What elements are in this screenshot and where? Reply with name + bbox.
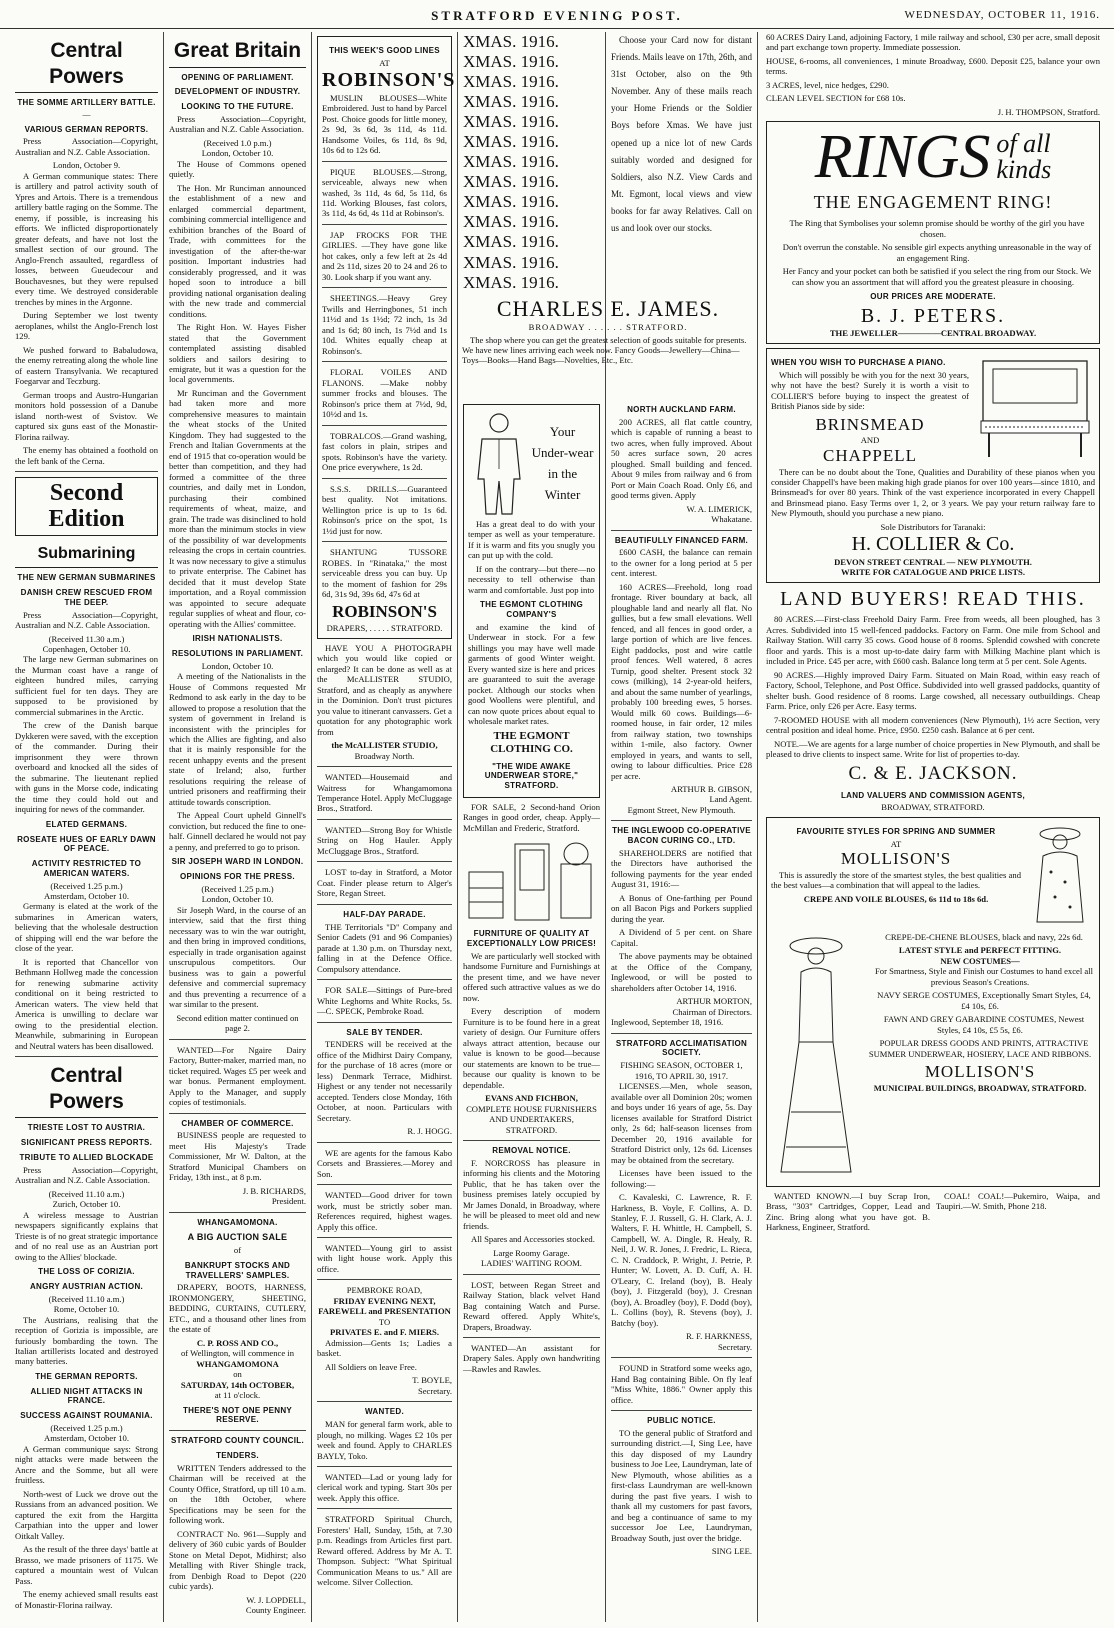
man-in-underwear-illustration: [468, 409, 530, 519]
property-listing: 80 ACRES.—First-class Freehold Dairy Farm. Free from weeds, all been ploughed, has 3 Acres. Subdivided into 15 well-fenced paddocks. Factory on Farm. One mile from School and Railway Station. Will carry 35 cows. Good house of 8 rooms. Splendid cowshed with concrete floor and yards. This is a most up-to-date dairy farm with Milking Machine plant which is included in Price. £45 per acre, with £600 cash. Balance long term at 5 per cent. Sole Agents.: [766, 614, 1100, 667]
article-paragraph: The Right Hon. W. Hayes Fisher stated that the Government contemplated assisting disabled soldiers and sailors desiring to emigrate, but it was a question for the local governments.: [169, 322, 306, 385]
store-description: COMPLETE HOUSE FURNISHERS AND UNDERTAKERS,: [466, 1103, 597, 1125]
signatory: W. J. LOPDELL,: [246, 1594, 306, 1605]
signatory: R. J. HOGG.: [407, 1126, 452, 1137]
ad-item: NEW COSTUMES—: [940, 955, 1020, 966]
headline: THE INGLEWOOD CO-OPERATIVE BACON CURING CO., LTD.: [612, 826, 751, 846]
signatory: J. B. RICHARDS,: [242, 1185, 306, 1196]
store-slogan: "THE WIDE AWAKE UNDERWEAR STORE," STRATFORD.: [484, 761, 579, 791]
notice-paragraph: Licenses have been issued to the following:—: [611, 1168, 752, 1189]
ad-item: SHANTUNG TUSSORE ROBES. In "Rinataka," the most serviceable dress you can buy. Up to the moment of fashion for 29s 6d, 31s 9d, 39s 6d, 47s 6d at: [322, 547, 447, 599]
headline: CHAMBER OF COMMERCE.: [181, 1118, 294, 1128]
property-listing: 7-ROOMED HOUSE with all modern conveniences (New Plymouth), 1½ acre Section, very central position and ideal home. Price, £950. £250 cash. Balance at 6 per cent.: [766, 714, 1100, 736]
signatory: ARTHUR B. GIBSON,: [670, 784, 752, 794]
headline: BEAUTIFULLY FINANCED FARM.: [614, 535, 749, 545]
event-admission: Admission—Gents 1s; Ladies a basket.: [317, 1337, 452, 1359]
store-name: MOLLISON'S: [840, 849, 952, 869]
robinsons-ad: [317, 36, 456, 639]
received-time: (Received 11.10 a.m.): [48, 1188, 125, 1199]
received-time: (Received 11.30 a.m.): [48, 633, 125, 644]
second-edition-banner: Second Edition: [15, 477, 158, 536]
xmas-line: XMAS. 1916.: [463, 172, 559, 192]
notice-line: of Wellington, will commence in: [181, 1348, 294, 1359]
headline: SUCCESS AGAINST ROUMANIA.: [20, 1411, 153, 1421]
classified-ad: WANTED KNOWN.—I buy Scrap Iron, Brass, "303" Cartridges, Copper, Lead and Zinc. Bring along what you have got. B. Harkness, Engineer, Stratford.: [766, 1190, 930, 1233]
notice-paragraph: A Bonus of One-farthing per Pound on all Bacon Pigs and Porkers supplied during the year.: [611, 892, 752, 924]
classified-ad: WANTED—Young girl to assist with light house work. Apply this office.: [317, 1243, 452, 1274]
signatory-title: Secretary.: [717, 1341, 752, 1352]
connector-text: on: [233, 1369, 242, 1380]
ad-paragraph: Has a great deal to do with your temper as well as your temperature. If it is warm and fits you snugly you can put up with the cold.: [468, 519, 595, 561]
connector-text: AT: [379, 57, 390, 68]
column-central-powers: Central Powers THE SOMME ARTILLERY BATTLE. — VARIOUS GERMAN REPORTS. Press Association—Copyright, Australian and N.Z. Cable Association. London, October 9. A German communique states: There is artillery and patrol activity south of Ypres and Artois. There is a tremendous artillery battle raging on the Somme. The enemy, if possible, is increasing his efforts. We inflicted disproportionately greater defeats, and have not lost the smallest section of our ground. The Anglo-French assaulted, regardless of losses, between Gueudecour and Bouchavesnes, but they were repulsed every time. We destroyed considerable trenches by mines in the Argonne. During September we lost twenty aeroplanes, whilst the Anglo-French lost 129. We pushed forward to Babaludowa, the enemy retreating along the whole line of eastern Transylvania. We recaptured Foegarvar and Teczburg. German troops and Austro-Hungarian monitors hold possession of a Danube island north-west of Svistov. We captured six guns east of the Monastir-Florina railway. The enemy has obtained a foothold on the left bank of the Cerna. Second Edition Submarining THE NEW GERMAN SUBMARINES DANISH CREW RESCUED FROM THE DEEP. Press Association—Copyright, Australian and N.Z. Cable Association. (Received 11.30 a.m.) Copenhagen, October 10. The large new German submarines on the Murman coast have a range of eighteen hundred miles, carrying sufficient fuel for ten days. They are supposed to be provisioned by commercial submarines in the Arctic. The crew of the Danish barque Dykkeren were saved, with the exception of the commander. During their imprisonment they were thrown overboard and knocked all the sides of the submarine. The lieutenant replied with guns in the Morse code, indicating the time they could hold out and inquiring for news of the commander. ELATED GERMANS. ROSEATE HUES OF EARLY DAWN OF PEACE. ACTIVITY RESTRICTED TO AMERICAN WATERS. (Received 1.25 p.m.) Amsterdam, October 10. Germany is elated at the work of the submarines in American waters, believing that the wholesale destruction of shipping will end the war before the close of the year. It is reported that Chancellor von Bethmann Hollweg made the concession for renewing submarine activity conditional on it being restricted to American waters. The view held that America is unwilling to declare war owing to the presidential election. Meanwhile, submarining in European and Neutral waters has been disallowed. Central Powers TRIESTE LOST TO AUSTRIA. SIGNIFICANT PRESS REPORTS. TRIBUTE TO ALLIED BLOCKADE Press Association—Copyright, Australian and N.Z. Cable Association. (Received 11.10 a.m.) Zurich, October 10. A wireless message to Austrian newspapers significantly explains that Trieste is of no great strategic importance and of no real use as an Austrian port owing to the Allies' blockade. THE LOSS OF CORIZIA. ANGRY AUSTRIAN ACTION. (Received 11.10 a.m.) Rome, October 10. The Austrians, realising that the reception of Gorizia is impossible, are furiously bombarding the town. The Italian artillerists located and destroyed many batteries. THE GERMAN REPORTS. ALLIED NIGHT ATTACKS IN FRANCE. SUCCESS AGAINST ROUMANIA. (Received 1.25 p.m.) Amsterdam, October 10. A German communique says: Strong night attacks were made between the Ancre and the Somme, but all were fruitless. North-west of Luck we drove out the Russians from an advanced position. We captured the exit from the Hargitta Carpathian into the upper and lower Oitkalt Valley. As the result of the three days' battle at Brasso, we made prisoners of 1175. We captured a mountain west of Vulcan Pass. The enemy achieved small results east of Monastir-Florina railway.: [15, 39, 158, 1610]
headline: THE SOMME ARTILLERY BATTLE.: [17, 98, 156, 108]
headline: THE NEW GERMAN SUBMARINES: [17, 573, 156, 583]
xmas-line: XMAS. 1916.: [463, 272, 559, 292]
headline: PUBLIC NOTICE.: [647, 1416, 716, 1426]
store-name: ROBINSON'S: [322, 69, 456, 92]
connector-text: AT: [890, 838, 902, 849]
xmas-line: XMAS. 1916.: [463, 252, 559, 272]
ad-paragraph: £600 CASH, the balance can remain to the owner for a long period at 5 per cent. interest.: [611, 547, 752, 579]
headline: ROSEATE HUES OF EARLY DAWN OF PEACE.: [17, 834, 156, 854]
headline: SIGNIFICANT PRESS REPORTS.: [20, 1138, 153, 1148]
xmas-line: XMAS. 1916.: [463, 32, 559, 51]
connector-text: AND: [860, 435, 880, 446]
xmas-line: XMAS. 1916.: [463, 232, 559, 252]
ad-item: PIQUE BLOUSES.—Strong, serviceable, always new when washed, 3s 11d, 4s 6d, 5s 11d, 6s 11d. Working Blouses, fast colors, 3s 11d, 4s 6d, 4s 11d at Robinson's.: [322, 166, 447, 219]
continued-note: Second edition matter continued on page 2.: [176, 1012, 299, 1034]
store-address: BROADWAY . . . . . . STRATFORD.: [528, 322, 688, 332]
ad-headline: THE ENGAGEMENT RING!: [813, 192, 1053, 213]
column-clothing-furniture: [458, 400, 605, 1622]
agency-name: C. & E. JACKSON.: [848, 763, 1018, 785]
dateline: Rome, October 10.: [53, 1304, 120, 1315]
notice-paragraph: BUSINESS people are requested to meet His Majesty's Trade Commissioner, Mr W. Dalton, at the Stratford Municipal Chambers on Friday, 13th inst., at 8 p.m.: [169, 1130, 306, 1183]
article-paragraph: The House of Commons opened quietly.: [169, 158, 306, 180]
classified-ad: WANTED—Housemaid and Waitress for Whangamomona Temperance Hotel. Apply McCluggage Bros., Stratford.: [317, 772, 452, 814]
store-address: MUNICIPAL BUILDINGS, BROADWAY, STRATFORD.: [873, 1082, 1087, 1093]
venue: PEMBROKE ROAD,: [346, 1285, 423, 1296]
ad-paragraph: Don't overrun the constable. No sensible girl expects anything unreasonable in the way of an engagement Ring.: [782, 242, 1092, 263]
signatory: W. A. LIMERICK,: [686, 503, 752, 514]
agency-address: BROADWAY, STRATFORD.: [881, 802, 985, 813]
ad-item: FLORAL VOILES AND FLANONS. —Make nobby summer frocks and blouses. The Robinson's price them at 7½d, 9d, 10½d and 1s.: [322, 367, 447, 420]
notice-paragraph: F. NORCROSS has pleasure in informing his clients and the Motoring Public, that he has taken over the business premises lately occupied by Mr James Donald, in Broadway, where he will be pleased to meet old and new friends.: [463, 1157, 600, 1231]
article-paragraph: It is reported that Chancellor von Bethmann Hollweg made the concession for renewing submarine activity conditional on it being restricted to American waters. The view held that America is unwilling to declare war owing to the presidential election. Meanwhile, submarining in European and Neutral waters has been disallowed.: [15, 956, 158, 1051]
signatory-title: County Engineer.: [245, 1604, 306, 1615]
wire-credit: Press Association—Copyright, Australian and N.Z. Cable Association.: [169, 113, 306, 135]
headline: NORTH AUCKLAND FARM.: [627, 405, 736, 414]
article-paragraph: The Austrians, realising that the reception of Gorizia is impossible, are furiously bombarding the town. The Italian artillerists located and destroyed many batteries.: [15, 1314, 158, 1367]
dealer-note: WRITE FOR CATALOGUE AND PRICE LISTS.: [840, 567, 1025, 578]
article-paragraph: Germany is elated at the work of the submarines in American waters, believing that the wholesale destruction of shipping will end the war before the close of the year.: [15, 901, 158, 954]
xmas-line: XMAS. 1916.: [463, 212, 559, 232]
ad-paragraph: Every description of modern Furniture is to be found here in a great variety of design. Our Furniture offers always attract attention, because our value is known to be good—because our statements are known to be true—because our quality is known to be dependable.: [463, 1006, 600, 1090]
ad-paragraph: and examine the kind of Underwear in stock. For a few shillings you may have well made garments of good Winter weight. Every wanted size is here and prices are guaranteed to suit the average pocket. Although our stocks when good Woollens were plentiful, and can now quote prices about equal to wholesale market rates.: [468, 621, 595, 727]
headline: OPENING OF PARLIAMENT.: [181, 72, 294, 82]
headline: DANISH CREW RESCUED FROM THE DEEP.: [20, 588, 153, 607]
classified-ad: FOR SALE—Sittings of Pure-bred White Leghorns and White Rocks, 5s.—C. SPECK, Pembroke Road.: [317, 985, 452, 1017]
article-paragraph: Mr Runciman and the Government had taken more and more comprehensive measures to maintain the wheat stocks of the United Kingdom. They had suggested to the French and Italian Governments at the end of 1915 that co-operation would be better than competition, and they had formed a committee of the three countries, and daily met in London, purchasing their combined requirements of wheat, maize, and grain. The trade was disinclined to hold more than the minimum stocks in view of the possibility of war developments releasing the crops in certain countries. It was now necessary to give a stimulus to private enterprise. The Cabinet has decided that it must develop State importation, and a Royal commission was appointed to secure adequate regular supplies of wheat and flour, co-operating with the Allies' committee.: [169, 387, 306, 629]
headline: RESOLUTIONS IN PARLIAMENT.: [171, 648, 304, 658]
store-address: DRAPERS, . . . . . STRATFORD.: [326, 623, 443, 634]
notice-line: Large Roomy Garage.: [493, 1247, 570, 1258]
article-paragraph: A meeting of the Nationalists in the House of Commons requested Mr Redmond to ask early in the day to be allowed to propose a resolution that the system of government in Ireland is inconsistent with the principles for which the Allies are fighting, and also that it is mainly responsible for the recent unhappy events and the present state of Ireland; also, further resolutions requiring the release of untried prisoners and reaffirming their attitude towards conscription.: [169, 671, 306, 807]
brand-name: CHAPPELL: [823, 445, 917, 465]
ad-item: NAVY SERGE COSTUMES, Exceptionally Smart Styles, £4, £4 10s, £6.: [877, 990, 1091, 1011]
store-name: THE EGMONT CLOTHING COMPANY'S: [479, 600, 584, 620]
sale-time: at 11 o'clock.: [214, 1390, 261, 1401]
ad-paragraph: We are particularly well stocked with handsome Furniture and Furnishings at the present time, and we have never offered such attractive values as we do now.: [463, 950, 600, 1003]
distributor-label: Sole Distributors for Taranaki:: [880, 521, 986, 532]
piano-ad: [766, 348, 1100, 583]
xmas-line: XMAS. 1916.: [463, 92, 559, 112]
headline: TRIESTE LOST TO AUSTRIA.: [27, 1123, 146, 1133]
dateline: London, October 10.: [201, 148, 274, 159]
headline: STRATFORD COUNTY COUNCIL.: [171, 1436, 304, 1446]
received-time: (Received 1.25 p.m.): [201, 883, 274, 894]
ad-paragraph: 200 ACRES, all flat cattle country, which is capable of running a beast to two acres, when fully improved. About 50 acres surface sown, 20 acres ploughed. Small building and fenced. About 9 miles from railway and 6 from Port or Main Coach Road. Only £6, and good terms given. Apply: [611, 416, 752, 501]
ad-item: POPULAR DRESS GOODS AND PRINTS, ATTRACTIVE SUMMER UNDERWEAR, HOSIERY, LACE AND RIBBONS.: [868, 1038, 1092, 1059]
section-heading: Central Powers: [15, 38, 158, 93]
headline: IRISH NATIONALISTS.: [192, 634, 283, 644]
notice-paragraph: The above payments may be obtained at the Office of the Company, Inglewood, or will be posted to shareholders after October 14, 1916.: [611, 951, 752, 993]
mollisons-ad: [766, 817, 1100, 1187]
event-honourees: PRIVATES E. and F. MIERS.: [330, 1327, 439, 1338]
ad-paragraph: If on the contrary—but there—no necessity to tell otherwise than warm and comfortable. Just pop into: [468, 563, 595, 595]
ad-item: S.S.S. DRILLS.—Guaranteed best quality. Not imitations. Wellington price is up to 1s 6d. Robinson's price on the spot, 1s 1½d just for now.: [322, 483, 447, 536]
property-listing: HOUSE, 6-rooms, all conveniences, 1 minute Broadway, £600. Deposit £25, balance your own terms.: [766, 55, 1100, 77]
store-name: CHARLES E. JAMES.: [496, 296, 720, 321]
received-time: (Received 1.25 p.m.): [50, 880, 123, 891]
article-paragraph: As the result of the three days' battle at Brasso, we made prisoners of 1175. We captured a mountain west of Vulcan Pass.: [15, 1544, 158, 1586]
ad-paragraph: This is assuredly the store of the smartest styles, the best qualities and the best values—a combination that will appeal to the ladies.: [771, 869, 1021, 891]
headline: OPINIONS FOR THE PRESS.: [180, 872, 295, 882]
notice-line: LADIES' WAITING ROOM.: [481, 1258, 582, 1269]
connector-text: of: [233, 1245, 242, 1256]
jeweller-address: THE JEWELLER—————CENTRAL BROADWAY.: [829, 328, 1037, 339]
headline: A BIG AUCTION SALE: [187, 1232, 288, 1243]
article-paragraph: The Appeal Court upheld Ginnell's conviction, but reduced the fine to one-half. Ginnell declared he would not pay a penny, and preferred to go to prison.: [169, 810, 306, 852]
column-farms-notices: [606, 400, 757, 1622]
article-paragraph: A German communique states: There is artillery and patrol activity south of Ypres and Artois. There is a tremendous artillery battle raging on the Somme. The enemy, if possible, is increasing his efforts. We inflicted disproportionately greater defeats, and have not lost the smallest section of our ground. The Anglo-French assaulted, regardless of losses, between Gueudecour and Bouchavesnes, but they were repulsed every time. We destroyed considerable trenches by mines in the Argonne.: [15, 170, 158, 307]
headline: SIR JOSEPH WARD IN LONDON.: [171, 857, 304, 867]
headline: THERE'S NOT ONE PENNY RESERVE.: [182, 1405, 293, 1425]
classified-ad: WANTED—Lad or young lady for clerical work and typing. Start 30s per week. Apply this office.: [317, 1471, 452, 1503]
property-listing: 60 ACRES Dairy Land, adjoining Factory, 1 mile railway and school, £30 per acre, small deposit and part exchange town property. Immediate possession.: [766, 32, 1100, 53]
signatory: T. BOYLE,: [412, 1375, 452, 1386]
studio-name: the McALLISTER STUDIO,: [331, 740, 438, 751]
store-name: ROBINSON'S: [332, 602, 437, 622]
ad-headline: FAVOURITE STYLES FOR SPRING AND SUMMER: [796, 826, 996, 836]
rings-title: RINGS: [814, 123, 991, 192]
headline: BANKRUPT STOCKS AND TRAVELLERS' SAMPLES.: [184, 1260, 291, 1280]
classified-ad: MAN for general farm work, able to plough, no milking. Wages £2 10s per week and found. Apply to CHARLES BAYLY, Toko.: [317, 1419, 452, 1461]
company-name: C. P. ROSS AND CO.,: [196, 1337, 279, 1348]
ad-item: JAP FROCKS FOR THE GIRLIES. —They have gone like hot cakes, only a few left at 2s 4d and 2s 11d, sizes 20 to 24 and 26 to 30. Look sharp if you want any.: [322, 229, 447, 282]
article-paragraph: The enemy achieved small results east of Monastir-Florina railway.: [15, 1589, 158, 1610]
property-listing: CLEAN LEVEL SECTION for £68 10s.: [766, 93, 906, 104]
headline: LOOKING TO THE FUTURE.: [181, 102, 294, 112]
ad-paragraph: Which will possibly be with you for the next 30 years, why not have the best? Surely it is worth a visit to COLLIER'S before buying to inspect the greatest of British Pianos side by side:: [771, 369, 969, 412]
piano-illustration: [975, 353, 1095, 463]
jeweller-name: B. J. PETERS.: [860, 305, 1006, 327]
headline: WHANGAMOMONA.: [197, 1217, 278, 1227]
headline: STRATFORD ACCLIMATISATION SOCIETY.: [615, 1038, 748, 1058]
notice-paragraph: A Dividend of 5 per cent. on Share Capital.: [611, 927, 752, 948]
property-listing: 90 ACRES.—Highly improved Dairy Farm. Situated on Main Road, within easy reach of Factory, School, Telephone, and Post Office. Subdivided into well grassed paddocks, quantity of shelter bush. Good residence of 8 rooms. Large cowshed, all necessary outbuildings. Cheap Farm. Price, only £26 per Acre. Easy terms.: [766, 669, 1100, 712]
received-time: (Received 11.10 a.m.): [48, 1293, 125, 1304]
section-heading: Submarining: [15, 544, 158, 569]
signatory-title: Chairman of Directors.: [672, 1006, 752, 1017]
event-title: FAREWELL and PRESENTATION: [318, 1306, 451, 1317]
xmas-line: XMAS. 1916.: [463, 152, 559, 172]
xmas-list: [463, 32, 600, 293]
classified-ad: THE Territorials "D" Company and Senior Cadets (91 and 96 Companies) parade at 1.30 p.m. on Thursday next, falling in at the Defence Office. Compulsory attendance.: [317, 921, 452, 974]
ad-paragraph: The Ring that Symbolises your solemn promise should be worthy of the girl you have chosen.: [789, 218, 1085, 239]
headline: THE LOSS OF CORIZIA.: [38, 1267, 135, 1277]
property-listing: 3 ACRES, level, nice hedges, £290.: [766, 79, 889, 90]
classified-ad: WE are agents for the famous Kabo Corsets and Brassieres.—Morey and Son.: [317, 1147, 452, 1179]
ad-item: CREPE AND VOILE BLOUSES, 6s 11d to 18s 6d.: [803, 893, 989, 904]
wire-credit: Press Association—Copyright, Australian and N.Z. Cable Association.: [15, 609, 158, 631]
notice-paragraph: CONTRACT No. 961—Supply and delivery of 360 cubic yards of Boulder Stone on Metal Depot, Midhirst; also Metalling with River Shingle track, from Denbigh Road to Depot (220 cubic yards).: [169, 1528, 306, 1592]
rings-subtitle: kinds: [996, 155, 1052, 185]
xmas-line: XMAS. 1916.: [463, 72, 559, 92]
sale-date: SATURDAY, 14th OCTOBER,: [180, 1379, 295, 1390]
dealer-address: DEVON STREET CENTRAL — NEW PLYMOUTH.: [834, 556, 1032, 567]
classified-ad: WANTED—Good driver for town work, must be strictly sober man. References required, highest wages. Apply this office.: [317, 1190, 452, 1232]
article-paragraph: The Hon. Mr Runciman announced the establishment of a new and enlarged commercial department, combining commercial intelligence and exhibition branches of the Board of Trade, with committees for the investigation of the after-the-war position. Important industries had considerably progressed, and it was hoped soon to introduce a bill providing national organisation dealing with the new trade and commercial conditions.: [169, 182, 306, 319]
ad-headline: LAND BUYERS! READ THIS.: [780, 587, 1086, 610]
xmas-line: XMAS. 1916.: [463, 132, 559, 152]
article-paragraph: North-west of Luck we drove out the Russians from an advanced position. We captured the exit from the Hargitta Carpathian into the upper and lower Oitkalt Valley.: [15, 1488, 158, 1541]
headline: FURNITURE OF QUALITY AT EXCEPTIONALLY LOW PRICES!: [466, 929, 597, 948]
ad-paragraph: For Smartness, Style and Finish our Costumes to hand excel all previous Season's Creations.: [875, 966, 1093, 987]
engagement-ring-ad: [766, 121, 1100, 343]
store-description: The shop where you can get the greatest selection of goods suitable for presents. We have new lines arriving each week now. Fancy Goods—Jewellery—China—Toys—Books—Hand Bags—Novelties, Etc., Etc.: [462, 335, 747, 365]
notice-paragraph: SHAREHOLDERS are notified that the Directors have authorised the following payments for the year ended August 31, 1916:—: [611, 847, 752, 890]
xmas-line: XMAS. 1916.: [463, 192, 559, 212]
store-logo: THE EGMONT CLOTHING CO.: [490, 729, 573, 756]
property-listing: NOTE.—We are agents for a large number of choice properties in New Plymouth, and shall be pleased to drive clients to inspect same. Write for list of properties to-day.: [766, 738, 1100, 759]
dateline: Amsterdam, October 10.: [44, 1433, 129, 1444]
agent-address: Egmont Street, New Plymouth.: [627, 804, 736, 815]
classified-ad: LOST to-day in Stratford, a Motor Coat. Finder please return to Alger's Store, Regan Street.: [317, 867, 452, 899]
headline: VARIOUS GERMAN REPORTS.: [24, 124, 149, 134]
dateline: London, October 9.: [52, 160, 121, 171]
wire-credit: Press Association—Copyright, Australian and N.Z. Cable Association.: [15, 1164, 158, 1186]
headline: ALLIED NIGHT ATTACKS IN FRANCE.: [30, 1386, 143, 1406]
ad-item: CREPE-DE-CHENE BLOUSES, black and navy, 22s 6d.: [885, 931, 1083, 942]
newspaper-title: STRATFORD EVENING POST.: [431, 8, 683, 23]
article-paragraph: A wireless message to Austrian newspapers significantly explains that Trieste is of no great strategic importance and of no real use as an Austrian port owing to the Allies' blockade.: [15, 1209, 158, 1262]
headline: ANGRY AUSTRIAN ACTION.: [29, 1281, 144, 1291]
ad-item: SHEETINGS.—Heavy Grey Twills and Herringbones, 51 inch 11½d and 1s 1½d; 72 inch, 1s 3d and 1s 6d; 80 inch, 1s 7½d and 1s 10d. Whites equally cheap at Robinson's.: [322, 293, 447, 356]
notice-paragraph: DRAPERY, BOOTS, HARNESS, IRONMONGERY, SHEETING, BEDDING, CURTAINS, CUTLERY, ETC., and a thousand other lines from the estate of: [169, 1282, 306, 1335]
ad-item: MUSLIN BLOUSES—White Embroidered. Just to hand by Parcel Post. Choice goods for little money, 2s 9d, 3s 6d, 3s 11d, 4s 11d. Handsome Voiles, 6s 11d, 8s 9d, 10s 6d to 12s 6d.: [322, 92, 447, 156]
notice-paragraph: WRITTEN Tenders addressed to the Chairman will be received at the County Office, Stratford, up till 10 a.m. on the 18th October, where Specifications may be seen for the following work.: [169, 1462, 306, 1526]
studio-address: Broadway North.: [354, 750, 415, 761]
classified-ad: TENDERS will be received at the office of the Midhirst Dairy Company, for the purchase of 18 acres (more or less) Denmark Terrace, Midhirst. Highest or any tender not necessarily accepted. Tenders close Monday, 16th October, at noon. Particulars with Secretary.: [317, 1039, 452, 1123]
headline: TRIBUTE TO ALLIED BLOCKADE: [19, 1152, 154, 1162]
headline: REMOVAL NOTICE.: [492, 1145, 571, 1155]
headline: HALF-DAY PARADE.: [343, 909, 426, 919]
notice-date: Inglewood, September 18, 1916.: [611, 1017, 724, 1028]
underwear-heading: Your Under-wear in the Winter: [531, 424, 594, 502]
dateline: Zurich, October 10.: [52, 1199, 121, 1210]
event-note: All Soldiers on leave Free.: [325, 1361, 417, 1372]
ad-item: TOBRALCOS.—Grand washing, fast colors in plain, stripes and spots. Robinson's have the variety. One price everywhere, 1s 2d.: [322, 430, 447, 473]
rings-subtitle: of all: [996, 129, 1051, 159]
masthead: [0, 6, 1114, 29]
season-dates: FISHING SEASON, OCTOBER 1, 1916, TO APRIL 30, 1917.: [620, 1060, 743, 1081]
classified-ad: FOR SALE, 2 Second-hand Orion Ranges in good order, cheap. Apply—McMillan and Frederic, Stratford.: [463, 801, 600, 833]
notice-paragraph: LICENSES.—Men, whole season, available over all Dominion 20s; women and boys under 16 years of age, 5s. Day licenses available for Stratford District only, 2s 6d; half-season licenses from December 20, 1916 available for Stratford District only, 12s 6d. Licenses may be obtained from the secretary.: [611, 1081, 752, 1165]
ad-tagline: OUR PRICES ARE MODERATE.: [870, 292, 996, 302]
headline: WANTED.: [365, 1407, 404, 1417]
signatory-title: Land Agent.: [709, 794, 752, 805]
signatory: SING LEE.: [711, 1546, 752, 1557]
article-paragraph: The large new German submarines on the Murman coast have a range of eighteen hundred miles, carrying sufficient fuel for ten days. They are supposed to be provisioned by commercial submarines in the Arctic.: [15, 654, 158, 717]
dateline: Amsterdam, October 10.: [44, 890, 129, 901]
card-notice: Choose your Card now for distant Friends. Mails leave on 17th, 26th, and 31st October, also on the 9th November. Any of these mails reach your Home Friends or the Soldier Boys before Xmas. We have just opened up a nice lot of new Cards suitably worded and designed for Soldiers, also N.Z. View Cards and Mt. Egmont, local views and view books for far away Relatives. Call on us and look over our stocks.: [611, 35, 752, 234]
issue-date: WEDNESDAY, OCTOBER 11, 1916.: [904, 9, 1100, 21]
brand-name: BRINSMEAD: [815, 414, 925, 434]
article-paragraph: German troops and Austro-Hungarian monitors hold possession of a Danube island north-west of Svistov. We captured six guns east of the Monastir-Florina railway.: [15, 389, 158, 442]
headline: TENDERS.: [216, 1450, 259, 1460]
dateline: London, October 10.: [201, 660, 274, 671]
signatory: ARTHUR MORTON,: [676, 996, 752, 1007]
signatory-title: Secretary.: [417, 1385, 452, 1396]
column-display-ads: [758, 32, 1108, 1622]
furniture-illustration: [463, 836, 598, 924]
article-paragraph: We pushed forward to Babaludowa, the enemy retreating along the whole line of eastern Transylvania. We recaptured Foegarvar and Teczburg.: [15, 344, 158, 387]
section-heading: Great Britain: [169, 38, 306, 68]
store-name: MOLLISON'S: [924, 1062, 1036, 1082]
received-time: (Received 1.25 p.m.): [50, 1422, 123, 1433]
place-name: WHANGAMOMONA: [196, 1358, 279, 1369]
headline: ELATED GERMANS.: [45, 819, 128, 829]
article-paragraph: During September we lost twenty aeroplanes, whilst the Anglo-French lost 129.: [15, 310, 158, 342]
charles-james-ad: [462, 296, 754, 368]
wire-credit: Press Association—Copyright, Australian and N.Z. Cable Association.: [15, 136, 158, 157]
headline: SALE BY TENDER.: [346, 1027, 423, 1037]
column-great-britain: [164, 32, 311, 1622]
article-paragraph: The crew of the Danish barque Dykkeren were saved, with the exception of the commander. During their imprisonment they were thrown overboard and knocked all the sides of the submarine. The lieutenant replied with guns in the Morse code, indicating the time they could hold out and inquiring for news of the commander.: [15, 720, 158, 815]
article-paragraph: Sir Joseph Ward, in the course of an interview, said that the first thing necessary was to win the war outright, and then bring in improved conditions, especially in trade organisation against unscrupulous competitors. Our business was to gain a powerful defensive and commercial supremacy and thus preventing a recurrence of a war similar to the present.: [169, 904, 306, 1010]
classified-ad: STRATFORD Spiritual Church, Foresters' Hall, Sunday, 15th, at 7.30 p.m. Readings from Articles first part. Reward offered. Address by Mr A. T. Thompson. Subject: "What Spiritual Communication Means to us." All are welcome. Silver Collection.: [317, 1514, 452, 1588]
lady-in-costume-illustration: [771, 932, 861, 1182]
store-name: EVANS AND FICHBON,: [485, 1093, 578, 1104]
signatory-place: Whakatane.: [711, 514, 752, 525]
received-time: (Received 1.0 p.m.): [203, 137, 272, 148]
classified-ad: LOST, between Regan Street and Railway Station, black velvet Hand Bag containing Watch and Purse. Reward offered. Apply White's, Drapers, Broadway.: [463, 1279, 600, 1332]
agency-description: LAND VALUERS AND COMMISSION AGENTS,: [841, 790, 1025, 800]
headline: THE GERMAN REPORTS.: [35, 1371, 138, 1381]
headline: THIS WEEK'S GOOD LINES: [329, 46, 440, 55]
classified-ad: WANTED—Strong Boy for Whistle String on Hog Hauler. Apply McCluggage Bros., Stratford.: [317, 824, 452, 856]
classified-ad: WANTED—For Ngaire Dairy Factory, Butter-maker, married man, no ticket required. Wages £5 per week and war bonus. Permanent employment. Apply to the Manager, and supply copies of testimonials.: [169, 1044, 306, 1108]
card-notice-column: [606, 32, 757, 312]
ad-headline: WHEN YOU WISH TO PURCHASE A PIANO.: [771, 357, 946, 367]
ad-item: LATEST STYLE and PERFECT FITTING.: [898, 945, 1062, 956]
section-heading: Central Powers: [15, 1063, 158, 1118]
ad-paragraph: There can be no doubt about the Tone, Qualities and Durability of these pianos when you consider Chappell's have been making high grade pianos for over 100 years—since 1810, and Brinsmead's for over 80 years. Think of the vast experience incorporated in every Chappell and Brinsmead piano. Easy Terms over 1, 2, or 3 years. We pay your return railway fare to New Plymouth, should you purchase a new piano.: [771, 466, 1095, 519]
agent-name: J. H. THOMPSON, Stratford.: [997, 106, 1100, 117]
license-holders: C. Kavaleski, C. Lawrence, R. F. Harkness, B. Voyle, F. Collins, A. D. Stanley, F. J. Russell, G. H. Clark, A. J. Walters, F. H. Whittle, H. Campbell, S. Campbell, W. A. Dingle, R. Healy, R. Neil, J. W. R. Jones, J. Fredric, L. Rieca, C. N. Craddock, P. Wright, J. Petrie, P. Hunter; W. Lovett, A. D. Cuff, A. H. O'Leary, C. Ireland (boy), B. Healy (boy), J. Fitzgerald (boy), J. Cresnan (boy), A. Broadley (boy), F. Dodd (boy), L. Collins (boy), R. Stevens (boy), J. Batchy (boy).: [611, 1192, 752, 1328]
dealer-name: H. COLLIER & Co.: [851, 533, 1015, 556]
lady-in-blouse-illustration: [1025, 822, 1095, 932]
ad-paragraph: 160 ACRES—Freehold, long road frontage. River boundary at back, all ploughable land and nearly all flat. No gullies, but a few small elevations. Well fenced, and all fences in good order, a large portion of which are live fences. Eight paddocks, post and wire cattle proof fences. Well watered, 8 acres Turnip, good shelter. Present stock 32 cows (milking), 14 2-year-old heifers, and about the same number of yearlings, probably 100 breeding ewes, 5 horses. Would milk 60 cows. Buildings—6-roomed house, in fair order, 12 miles from railway station, two townships within 1-mile, also factory. Owner employed in years, and wants to sell, owing to labour difficulties. Price £28 per acre.: [611, 581, 752, 781]
ad-item: FAWN AND GREY GABARDINE COSTUMES, Newest Styles, £4 10s, £5 5s, £6.: [883, 1014, 1085, 1035]
signatory: R. F. HARKNESS,: [686, 1331, 752, 1342]
headline: DEVELOPMENT OF INDUSTRY.: [174, 87, 301, 97]
photo-ad: HAVE YOU A PHOTOGRAPH which you would like copied or enlarged? It can be done as well as at the McALLISTER STUDIO, Stratford, and as cheaply as anywhere in the Dominion. Don't trust pictures you value to itinerant canvassers. Get a quotation for any photographic work from: [317, 642, 452, 737]
xmas-line: XMAS. 1916.: [463, 112, 559, 132]
article-paragraph: A German communique says: Strong night attacks were made between the Ancre and the Somme, but all were fruitless.: [15, 1443, 158, 1486]
underwear-ad: [463, 404, 600, 798]
classified-ad: FOUND in Stratford some weeks ago, Hand Bag containing Bible. On fly leaf "Miss White, 1886." Owner apply this office.: [611, 1363, 752, 1405]
dateline: Copenhagen, October 10.: [42, 644, 131, 654]
ad-paragraph: Her Fancy and your pocket can both be satisfied if you select the ring from our Stock. We can show you an assortment that will afford you the greatest pleasure in choosing.: [782, 266, 1092, 287]
article-paragraph: The enemy has obtained a foothold on the left bank of the Cerna.: [15, 445, 158, 466]
notice-paragraph: TO the general public of Stratford and surrounding district.—I, Sing Lee, have this day disposed of my Laundry business to Joe Lee, Laundryman, late of New Plymouth, whose abilities as a first-class Laundryman are well-known during the past five years. I wish to thank all my customers for past favors, and beg a continuance of same to my successor Joe Lee, Laundryman, Broadway South, just over the bridge.: [611, 1427, 752, 1543]
column-robinsons: [312, 32, 457, 1622]
headline: ACTIVITY RESTRICTED TO AMERICAN WATERS.: [31, 859, 142, 878]
event-date: FRIDAY EVENING NEXT,: [333, 1295, 436, 1306]
connector-text: TO: [378, 1316, 391, 1327]
xmas-line: XMAS. 1916.: [463, 52, 559, 72]
signatory-title: President.: [271, 1196, 306, 1207]
notice-paragraph: All Spares and Accessories stocked.: [471, 1234, 595, 1245]
dateline: London, October 10.: [201, 894, 274, 905]
classified-ad: COAL! COAL!—Pukemiro, Waipa, and Taupiri.—W. Smith, Phone 218.: [936, 1190, 1100, 1212]
store-address: STRATFORD.: [505, 1124, 558, 1135]
classified-ad: WANTED—An assistant for Drapery Sales. Apply own handwriting—Rawles and Rawles.: [463, 1343, 600, 1374]
